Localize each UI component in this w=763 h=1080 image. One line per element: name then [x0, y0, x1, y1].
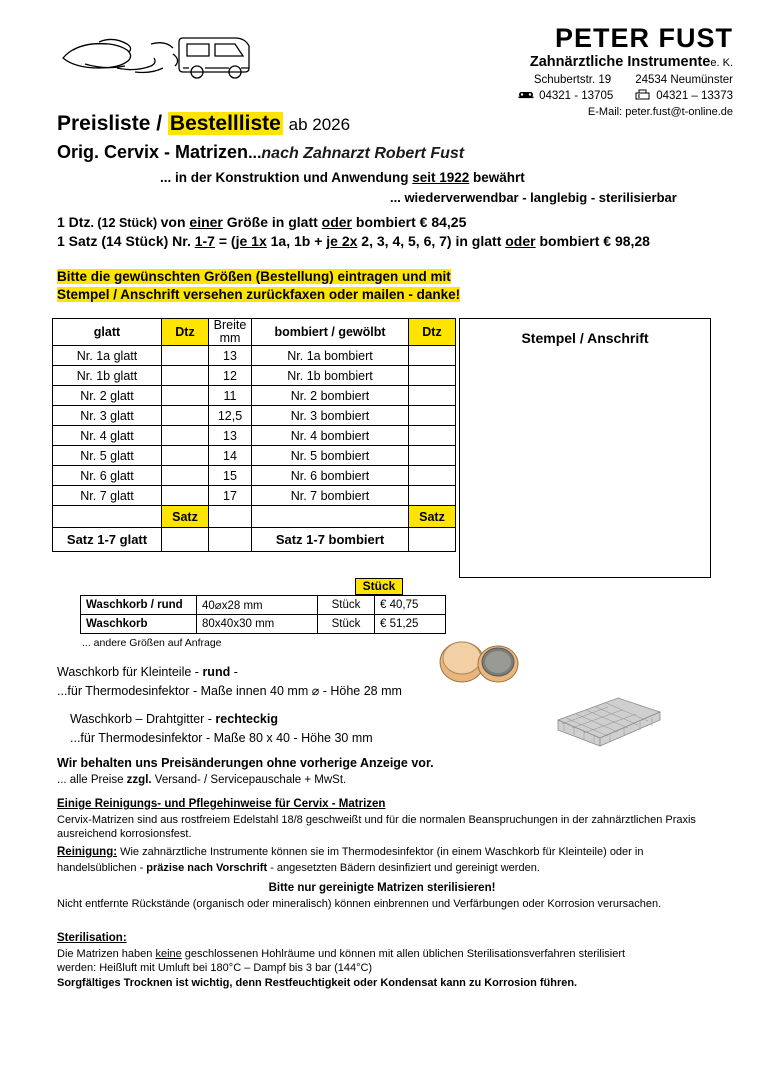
- table-satz-header-row: [53, 506, 456, 528]
- cell-dtz-input[interactable]: [162, 486, 209, 506]
- satz-blank-mid: [209, 506, 252, 528]
- title-preisliste: Preisliste /: [57, 112, 168, 135]
- tagline-2: ... wiederverwendbar - langlebig - sterilisierbar: [390, 190, 677, 205]
- table-row: [53, 466, 456, 486]
- waschkorb-size: 40⌀x28 mm: [197, 596, 318, 615]
- header-bombiert: bombiert / gewölbt: [252, 319, 409, 346]
- company-email: E-Mail: peter.fust@t-online.de: [587, 106, 733, 119]
- cell-bombiert: Nr. 7 bombiert: [252, 486, 409, 506]
- satz-blank-right: [252, 506, 409, 528]
- cell-breite: 12: [209, 366, 252, 386]
- cleaning-title: Reinigung:: [57, 846, 118, 858]
- satz-blank-left: [53, 506, 162, 528]
- cell-breite: 11: [209, 386, 252, 406]
- cell-dtz2-input[interactable]: [409, 426, 456, 446]
- waschkorb-table: [80, 595, 446, 634]
- table-row: [53, 406, 456, 426]
- table-row: [81, 596, 446, 615]
- sterilisation-section: [57, 931, 707, 991]
- header-glatt: glatt: [53, 319, 162, 346]
- fax-number: 04321 – 13373: [656, 90, 733, 103]
- cell-dtz-input[interactable]: [162, 446, 209, 466]
- company-logo-icon: [55, 24, 270, 84]
- round-basket-photo: [432, 638, 532, 684]
- cell-bombiert: Nr. 1b bombiert: [252, 366, 409, 386]
- satz-bombiert-label: Satz 1-7 bombiert: [252, 528, 409, 552]
- cell-breite: 13: [209, 426, 252, 446]
- fax-icon: [635, 89, 651, 103]
- table-row: [81, 615, 446, 634]
- title-bestellliste: Bestellliste: [169, 112, 281, 135]
- header-dtz-left: Dtz: [162, 319, 209, 346]
- header-dtz-right: Dtz: [409, 319, 456, 346]
- phone-number-1: 04321 - 13705: [539, 90, 614, 103]
- notice-line-1: Bitte die gewünschten Größen (Bestellung) eintragen und mit: [57, 269, 451, 284]
- product-title: [57, 142, 464, 163]
- stamp-label: Stempel / Anschrift: [521, 330, 649, 346]
- table-row: [53, 426, 456, 446]
- waschkorb-price: € 40,75: [375, 596, 446, 615]
- cell-bombiert: Nr. 6 bombiert: [252, 466, 409, 486]
- header-breite: Breite mm: [209, 319, 252, 346]
- waschkorb-round-desc: Waschkorb für Kleinteile - rund - ...für Thermodesinfektor - Maße innen 40 mm ⌀ - Höhe 28 mm: [57, 665, 402, 699]
- cleaning-section: [57, 845, 707, 875]
- cell-glatt: Nr. 1a glatt: [53, 346, 162, 366]
- waschkorb-rect-desc: Waschkorb – Drahtgitter - rechteckig ...für Thermodesinfektor - Maße 80 x 40 - Höhe 30 mm: [70, 712, 373, 746]
- waschkorb-size: 80x40x30 mm: [197, 615, 318, 634]
- cell-bombiert: Nr. 5 bombiert: [252, 446, 409, 466]
- price-dozen: 1 Dtz. (12 Stück) von einer Größe in glatt oder bombiert € 84,25: [57, 214, 467, 230]
- satz-breite-blank: [209, 528, 252, 552]
- table-row: [53, 446, 456, 466]
- cell-glatt: Nr. 4 glatt: [53, 426, 162, 446]
- cell-dtz-input[interactable]: [162, 466, 209, 486]
- cell-dtz2-input[interactable]: [409, 446, 456, 466]
- cell-dtz2-input[interactable]: [409, 486, 456, 506]
- cell-dtz2-input[interactable]: [409, 466, 456, 486]
- cell-dtz-input[interactable]: [162, 406, 209, 426]
- company-phones: [363, 89, 733, 103]
- sterilisation-title: Sterilisation:: [57, 932, 127, 944]
- cell-glatt: Nr. 5 glatt: [53, 446, 162, 466]
- care-hints-section: [57, 797, 707, 842]
- cell-breite: 15: [209, 466, 252, 486]
- waschkorb-price: € 51,25: [375, 615, 446, 634]
- satz-glatt-label: Satz 1-7 glatt: [53, 528, 162, 552]
- cell-glatt: Nr. 7 glatt: [53, 486, 162, 506]
- cell-dtz2-input[interactable]: [409, 386, 456, 406]
- satz-bombiert-input[interactable]: [409, 528, 456, 552]
- residue-warning: Nicht entfernte Rückstände (organisch oder mineralisch) können einbrennen und Verfärbungen oder Korrosion verursachen.: [57, 898, 662, 910]
- company-address: [363, 74, 733, 86]
- order-notice: [57, 268, 460, 304]
- satz-label-right: Satz: [409, 506, 456, 528]
- stamp-address-box[interactable]: [459, 318, 711, 578]
- waschkorb-unit: Stück: [318, 596, 375, 615]
- price-extra-notice: ... alle Preise zzgl. Versand- / Servicepauschale + MwSt.: [57, 774, 347, 786]
- table-row: [53, 366, 456, 386]
- care-hints-title: Einige Reinigungs- und Pflegehinweise für Cervix - Matrizen: [57, 798, 386, 810]
- page-title: [57, 112, 350, 136]
- company-street: Schubertstr. 19: [533, 74, 612, 87]
- cell-dtz-input[interactable]: [162, 426, 209, 446]
- cell-glatt: Nr. 6 glatt: [53, 466, 162, 486]
- cell-dtz-input[interactable]: [162, 366, 209, 386]
- table-header-row: [53, 319, 456, 346]
- table-row: [53, 486, 456, 506]
- cell-breite: 17: [209, 486, 252, 506]
- rect-basket-photo: [548, 690, 668, 752]
- company-subtitle: Zahnärztliche Instrumentee. K.: [529, 54, 733, 71]
- other-sizes-note: ... andere Größen auf Anfrage: [82, 637, 222, 649]
- cell-glatt: Nr. 1b glatt: [53, 366, 162, 386]
- sterilisation-text: Die Matrizen haben keine geschlossenen Hohlräume und können mit allen üblichen Sterilisationsverfahren sterilisiert werden: Heißluft mit Umluft bei 180°C – Dampf bis 3 bar (144°C): [57, 947, 626, 975]
- tagline-1: ... in der Konstruktion und Anwendung seit 1922 bewährt: [160, 170, 525, 185]
- cell-bombiert: Nr. 3 bombiert: [252, 406, 409, 426]
- product-name: Orig. Cervix - Matrizen: [57, 142, 249, 162]
- cell-dtz2-input[interactable]: [409, 346, 456, 366]
- drying-note: Sorgfältiges Trocknen ist wichtig, denn Restfeuchtigkeit oder Kondensat kann zu Korrosion führen.: [57, 977, 578, 990]
- title-dots: ...: [248, 145, 262, 162]
- cell-breite: 14: [209, 446, 252, 466]
- price-change-notice: Wir behalten uns Preisänderungen ohne vorherige Anzeige vor.: [57, 756, 434, 770]
- cell-dtz2-input[interactable]: [409, 366, 456, 386]
- cell-dtz-input[interactable]: [162, 386, 209, 406]
- table-satz-row: [53, 528, 456, 552]
- cell-breite: 13: [209, 346, 252, 366]
- waschkorb-name: Waschkorb: [81, 615, 197, 634]
- cell-bombiert: Nr. 2 bombiert: [252, 386, 409, 406]
- company-city: 24534 Neumünster: [635, 74, 733, 87]
- cell-glatt: Nr. 3 glatt: [53, 406, 162, 426]
- company-name: PETER FUST: [554, 23, 733, 53]
- product-inventor: nach Zahnarzt Robert Fust: [261, 145, 465, 162]
- cleaning-text: Reinigung: Wie zahnärztliche Instrumente können sie im Thermodesinfektor (in einem Waschkorb für Kleinteile) oder in handelsüblichen - präzise nach Vorschrift - angesetzten Bädern desinfiziert und gereinigt werden.: [57, 846, 644, 874]
- company-block: [363, 24, 733, 118]
- waschkorb-unit: Stück: [318, 615, 375, 634]
- cell-dtz-input[interactable]: [162, 346, 209, 366]
- cell-breite: 12,5: [209, 406, 252, 426]
- stueck-badge: Stück: [355, 578, 403, 595]
- order-table: [52, 318, 456, 552]
- clean-before-steri-note: Bitte nur gereinigte Matrizen sterilisieren!: [268, 882, 496, 894]
- tagline-underline: seit 1922: [412, 170, 470, 185]
- price-set: 1 Satz (14 Stück) Nr. 1-7 = (je 1x 1a, 1b + je 2x 2, 3, 4, 5, 6, 7) in glatt oder bombiert € 98,28: [57, 233, 650, 249]
- notice-line-2: Stempel / Anschrift versehen zurückfaxen oder mailen - danke!: [57, 287, 461, 303]
- title-year: ab 2026: [288, 115, 351, 134]
- cell-glatt: Nr. 2 glatt: [53, 386, 162, 406]
- satz-glatt-input[interactable]: [162, 528, 209, 552]
- cell-bombiert: Nr. 1a bombiert: [252, 346, 409, 366]
- cell-dtz2-input[interactable]: [409, 406, 456, 426]
- cell-bombiert: Nr. 4 bombiert: [252, 426, 409, 446]
- company-ek: e. K.: [710, 57, 733, 70]
- waschkorb-name: Waschkorb / rund: [81, 596, 197, 615]
- telephone-icon: [518, 89, 534, 103]
- table-row: [53, 386, 456, 406]
- satz-label-left: Satz: [162, 506, 209, 528]
- table-row: [53, 346, 456, 366]
- care-hints-text: Cervix-Matrizen sind aus rostfreiem Edelstahl 18/8 geschweißt und für die normalen Beanspruchungen in der zahnärztlichen Praxis ausreichend korrosionsfest.: [57, 813, 696, 841]
